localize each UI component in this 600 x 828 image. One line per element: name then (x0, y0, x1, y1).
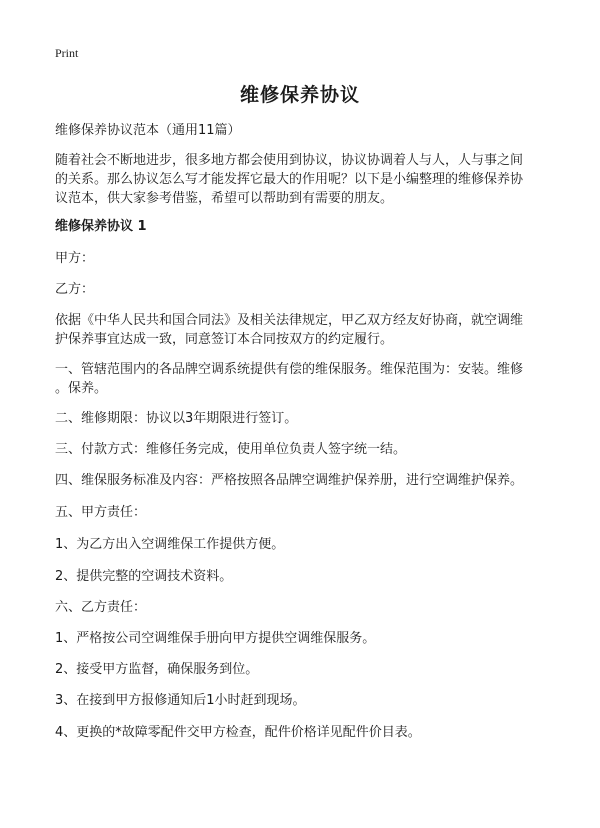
party-a-label: 甲方： (55, 251, 95, 266)
clause-6-item-3: 3、在接到甲方报修通知后1小时赶到现场。 (55, 693, 306, 708)
clause-2: 二、维修期限：协议以3年期限进行签订。 (55, 411, 298, 426)
clause-3: 三、付款方式：维修任务完成，使用单位负责人签字统一结。 (55, 442, 407, 457)
print-link[interactable]: Print (55, 46, 79, 60)
clause-6-heading: 六、乙方责任： (55, 600, 147, 615)
clause-6-item-1: 1、严格按公司空调维保手册向甲方提供空调维保服务。 (55, 631, 376, 646)
clause-1-line-2: 。保养。 (55, 381, 108, 396)
clause-4: 四、维保服务标准及内容：严格按照各品牌空调维护保养册，进行空调维护保养。 (55, 473, 524, 488)
preamble-line-1: 依据《中华人民共和国合同法》及相关法律规定，甲乙双方经友好协商，就空调维 (55, 313, 524, 328)
section-heading: 维修保养协议 1 (55, 219, 147, 234)
preamble-line-2: 护保养事宜达成一致，同意签订本合同按双方的约定履行。 (55, 332, 394, 347)
party-b-label: 乙方： (55, 282, 95, 297)
intro-line-2: 的关系。那么协议怎么写才能发挥它最大的作用呢？以下是小编整理的维修保养协 (55, 172, 524, 187)
clause-5-item-2: 2、提供完整的空调技术资料。 (55, 569, 233, 584)
intro-line-3: 议范本，供大家参考借鉴，希望可以帮助到有需要的朋友。 (55, 191, 394, 206)
clause-5-heading: 五、甲方责任： (55, 505, 147, 520)
clause-5-item-1: 1、为乙方出入空调维保工作提供方便。 (55, 537, 285, 552)
clause-1-line-1: 一、管辖范围内的各品牌空调系统提供有偿的维保服务。维保范围为：安装。维修 (55, 362, 524, 377)
clause-6-item-2: 2、接受甲方监督，确保服务到位。 (55, 662, 259, 677)
clause-6-item-4: 4、更换的*故障零配件交甲方检查，配件价格详见配件价目表。 (55, 725, 421, 740)
document-subtitle: 维修保养协议范本（通用11篇） (55, 123, 241, 138)
intro-line-1: 随着社会不断地进步，很多地方都会使用到协议，协议协调着人与人，人与事之间 (55, 153, 524, 168)
document-title: 维修保养协议 (239, 84, 360, 106)
